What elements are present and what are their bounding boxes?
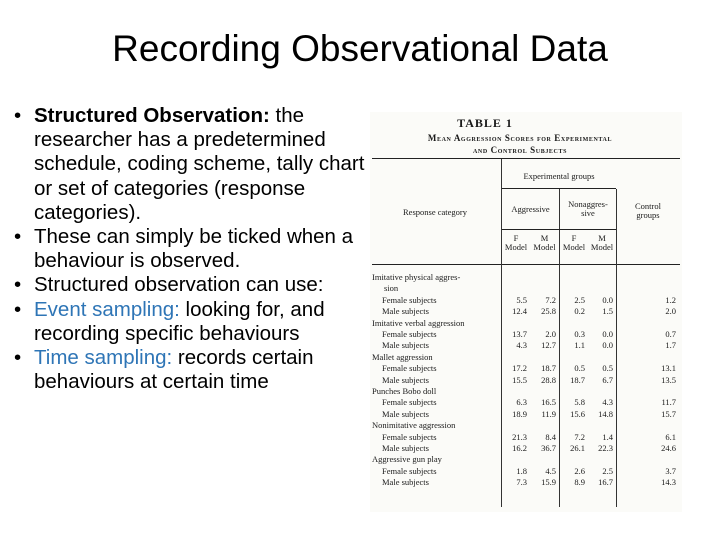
model-col-sex: M — [598, 233, 606, 243]
table-cell-value: 0.0 — [602, 294, 613, 305]
experimental-groups-header: Experimental groups — [523, 171, 595, 181]
table-cell-value: 0.5 — [574, 363, 585, 374]
bullet-term: Time sampling: — [34, 346, 173, 370]
table-cell-value: 7.2 — [545, 294, 556, 305]
table-cell-value: 1.7 — [665, 340, 676, 351]
table-cell-value: 2.5 — [602, 465, 613, 476]
nonaggressive-header-line1: Nonaggres- — [568, 199, 608, 209]
table-cell-value: 4.5 — [545, 465, 556, 476]
model-col-label: Model — [533, 242, 556, 252]
control-header-line2: groups — [636, 210, 660, 220]
table-cell-value: 1.5 — [602, 306, 613, 317]
table-cell-value: 0.3 — [574, 329, 585, 339]
aggressive-header: Aggressive — [511, 204, 550, 214]
table-row-label: Male subjects — [382, 477, 429, 488]
table-cell-value: 1.4 — [602, 431, 613, 442]
bullet-text: These can simply be ticked when a behaviour is observed. — [34, 225, 354, 273]
table-caption-line1: Mean Aggression Scores for Experimental — [427, 133, 613, 143]
table-cell-value: 7.2 — [574, 431, 585, 442]
table-row-label: Aggressive gun play — [372, 454, 442, 465]
model-col-sex: F — [571, 233, 577, 243]
control-header-line1: Control — [635, 201, 661, 211]
table-cell-value: 22.3 — [598, 443, 613, 453]
table-cell-value: 8.9 — [574, 477, 585, 488]
bullet-time-sampling — [14, 346, 366, 394]
table-cell-value: 16.7 — [598, 477, 613, 488]
bullet-structured-observation — [14, 104, 366, 225]
table-cell-value: 0.7 — [665, 329, 676, 339]
table-cell-value: 36.7 — [541, 443, 556, 453]
table-cell-value: 1.8 — [516, 465, 527, 476]
table-cell-value: 8.4 — [545, 431, 556, 442]
table-row-label: Imitative verbal aggression — [372, 317, 465, 328]
table-cell-value: 18.7 — [570, 374, 585, 385]
table-cell-value: 14.8 — [598, 408, 613, 419]
model-col-label: Model — [562, 242, 586, 252]
table-cell-value: 18.7 — [541, 363, 556, 374]
table-row-label: Female subjects — [382, 431, 437, 442]
table-row-label: Male subjects — [382, 443, 429, 453]
bullet-structured-use — [14, 273, 366, 297]
table-cell-value: 6.7 — [602, 374, 613, 385]
table-cell-value: 16.2 — [512, 443, 527, 453]
table-cell-value: 13.1 — [661, 363, 676, 374]
table-cell-value: 15.7 — [661, 408, 676, 419]
table-cell-value: 4.3 — [516, 340, 527, 351]
bullet-text: Structured observation can use: — [34, 273, 324, 297]
model-col-sex: F — [513, 233, 519, 243]
table-number: TABLE 1 — [457, 116, 513, 130]
table-cell-value: 2.6 — [574, 465, 585, 476]
table-cell-value: 2.0 — [545, 329, 556, 339]
table-row-label: Female subjects — [382, 397, 437, 408]
table-cell-value: 4.3 — [602, 397, 613, 408]
bullet-term: Event sampling: — [34, 297, 180, 321]
table-cell-value: 15.6 — [570, 408, 585, 419]
table-row-label: Female subjects — [382, 465, 437, 476]
bullet-ticked — [14, 225, 366, 273]
table-row-label: Imitative physical aggres- — [372, 272, 461, 282]
table-cell-value: 25.8 — [541, 306, 556, 317]
table-cell-value: 26.1 — [570, 443, 585, 453]
nonaggressive-header — [560, 200, 616, 218]
table-rule-header — [372, 264, 680, 265]
table-cell-value: 5.8 — [574, 397, 585, 408]
table-cell-value: 18.9 — [512, 408, 527, 419]
control-header — [617, 202, 679, 220]
table-cell-value: 11.9 — [541, 408, 556, 419]
table-cell-value: 5.5 — [516, 294, 527, 305]
table-row-label: Male subjects — [382, 408, 429, 419]
table-cell-value: 13.5 — [661, 374, 676, 385]
table-caption-line2: and Control Subjects — [472, 145, 568, 155]
model-col-sex: M — [540, 233, 549, 243]
model-col-header — [530, 234, 559, 252]
table-cell-value: 15.5 — [512, 374, 527, 385]
bullet-text: records certain behaviours at certain time — [34, 346, 314, 394]
bullet-event-sampling — [14, 298, 366, 346]
table-cell-value: 15.9 — [541, 477, 556, 488]
table-image — [370, 112, 682, 512]
table-cell-value: 11.7 — [661, 397, 676, 408]
bullet-list — [14, 104, 366, 394]
table-cell-value: 13.7 — [512, 329, 527, 339]
table-cell-value: 12.4 — [512, 306, 527, 317]
table-row-label: Female subjects — [382, 329, 437, 339]
table-cell-value: 16.5 — [541, 397, 556, 408]
slide-title: Recording Observational Data — [112, 28, 608, 69]
nonaggressive-header-line2: sive — [581, 208, 595, 218]
table-cell-value: 17.2 — [512, 363, 527, 374]
table-cell-value: 28.8 — [541, 374, 556, 385]
table-cell-value: 24.6 — [661, 443, 676, 453]
table-cell-value: 7.3 — [516, 477, 527, 488]
table-divider — [616, 189, 617, 507]
table-cell-value: 12.7 — [541, 340, 556, 351]
table-rule-groups — [502, 188, 616, 189]
model-col-header — [560, 234, 588, 252]
table-rule-top — [372, 158, 680, 159]
table-cell-value: 0.0 — [602, 329, 613, 339]
table-cell-value: 1.2 — [665, 294, 676, 305]
table-cell-value: 6.1 — [665, 431, 676, 442]
table-cell-value: 14.3 — [661, 477, 676, 488]
table-cell-value: 2.0 — [665, 306, 676, 317]
table-cell-value: 3.7 — [665, 465, 676, 476]
model-col-label: Model — [590, 242, 614, 252]
table-cell-value: 21.3 — [512, 431, 527, 442]
table-row-label: Male subjects — [382, 340, 429, 351]
table-cell-value: 2.5 — [574, 294, 585, 305]
table-cell-value: 6.3 — [516, 397, 527, 408]
table-row-label: Male subjects — [382, 374, 429, 385]
table-cell-value: 0.0 — [602, 340, 613, 351]
table-caption — [370, 132, 670, 156]
bullet-text: the researcher has a predetermined schedule, coding scheme, tally chart or set of categories (response categories). — [34, 104, 365, 224]
table-row-label: Mallet aggression — [372, 351, 433, 362]
table-row-label: Male subjects — [382, 306, 429, 317]
table-row-label: Nonimitative aggression — [372, 420, 456, 431]
bullet-text: looking for, and recording specific behaviours — [34, 297, 325, 345]
table-row-label: sion — [384, 283, 399, 294]
table-rule-subgroups — [502, 229, 616, 230]
table-row-label: Female subjects — [382, 363, 437, 374]
table-row-label: Punches Bobo doll — [372, 386, 437, 396]
bullet-lead: Structured Observation: — [34, 104, 270, 127]
table-cell-value: 0.5 — [602, 363, 613, 374]
model-col-label: Model — [504, 242, 528, 252]
table-row-label: Female subjects — [382, 294, 437, 305]
table-cell-value: 0.2 — [574, 306, 585, 317]
response-category-header: Response category — [403, 207, 467, 217]
model-col-header — [588, 234, 616, 252]
model-col-header — [502, 234, 530, 252]
table-cell-value: 1.1 — [574, 340, 585, 351]
